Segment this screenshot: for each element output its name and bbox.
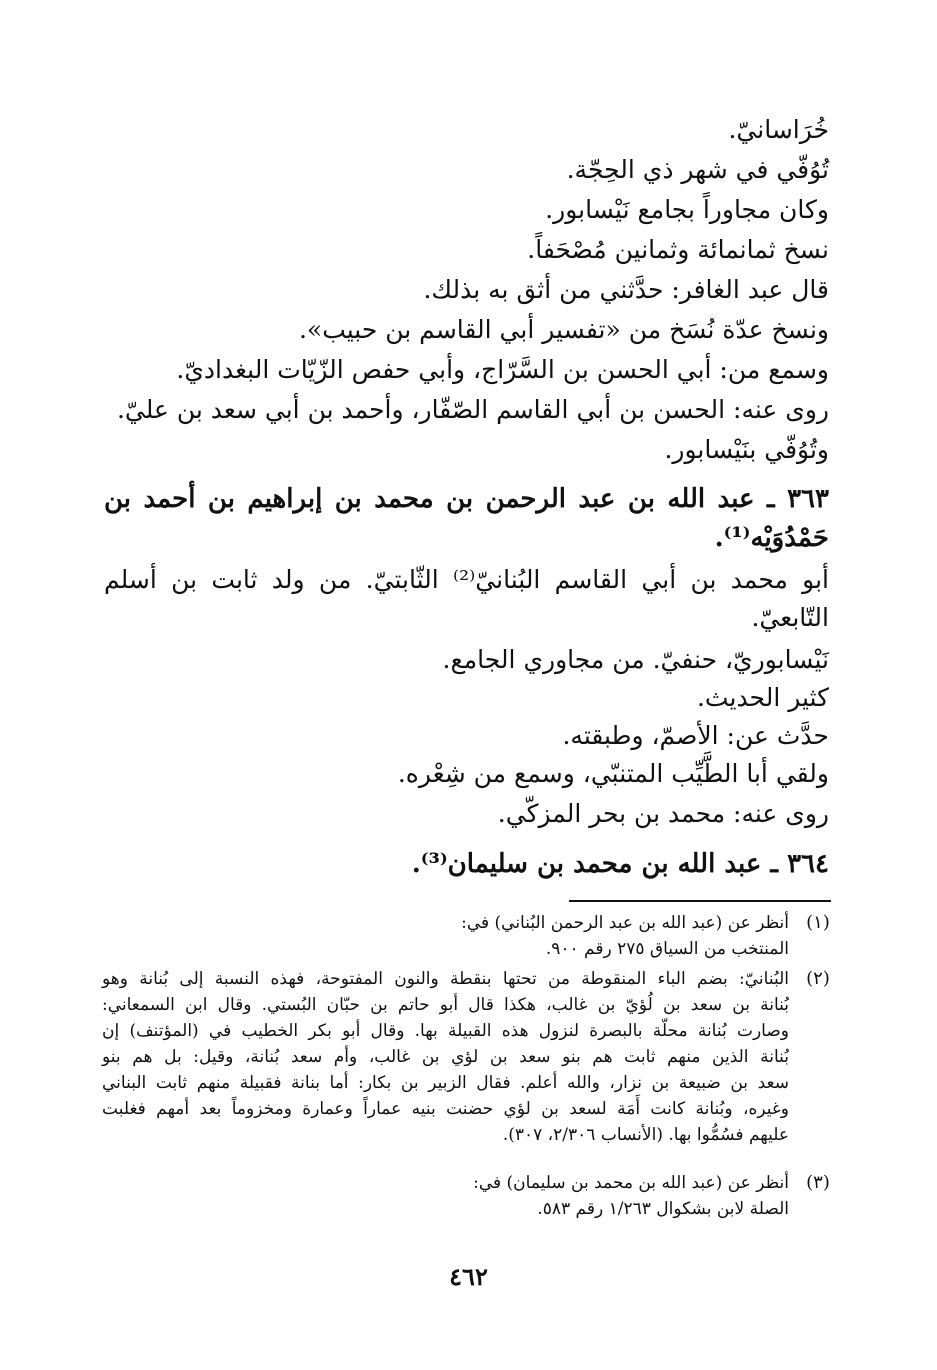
footnote-line: بُنانة بن سعد بن لُؤيّ بن غالب، هكذا قال أبو حاتم بن حبّان البُستي. وقال ابن السمعاني: [102, 995, 789, 1015]
footnote-number: (٣) [806, 1172, 830, 1193]
entry-heading: حَمْدُوَيْه⁽¹⁾. [714, 523, 829, 553]
footnote-line: البُنانيّ: بضم الباء المنقوطة من تحتها بنقطة والنون المفتوحة، فهذه النسبة إلى بُنانة وهو [102, 969, 789, 989]
footnote-number: (١) [806, 912, 830, 933]
footnote-line: وغيره، وبُنانة كانت أَمَة لسعد بن لؤي حضنت بنيه عماراً وعمارة ومخزوماً بعد أمهم فغلبت [102, 1099, 789, 1119]
body-line: كثير الحديث. [696, 683, 829, 712]
body-line: التّابعيّ. [751, 603, 829, 632]
body-line: ولقي أبا الطَّيِّب المتنبّي، وسمع من شِعْره. [397, 759, 829, 788]
footnote-rule [569, 900, 831, 902]
body-line: ونسخ عدّة نُسَخ من «تفسير أبي القاسم بن حبيب». [298, 315, 829, 344]
footnote-line: سعد بن ضبيعة بن نزار، والله أعلم. فقال الزبير بن بكار: أما بنانة فقبيلة منهم ثابت البناني [102, 1073, 789, 1093]
body-line: نَيْسابوريّ، حنفيّ. من مجاوري الجامع. [442, 645, 829, 674]
footnote-number: (٢) [806, 968, 830, 989]
body-line: وسمع من: أبي الحسن بن السَّرّاج، وأبي حفص الزّيّات البغداديّ. [176, 355, 829, 384]
entry-heading: ٣٦٣ ـ عبد الله بن عبد الرحمن بن محمد بن إبراهيم بن أحمد بن [104, 484, 829, 514]
body-line: قال عبد الغافر: حدَّثني من أثق به بذلك. [423, 275, 829, 304]
footnote-line: بُنانة الذين منهم ثابت هم بنو سعد بن لؤي بن غالب، وأم سعد بُنانة، وقيل: بل هم بنو [102, 1047, 789, 1067]
footnote-line: عليهم فسُمُّوا بها. (الأنساب ٢/٣٠٦، ٣٠٧). [502, 1125, 789, 1145]
entry-heading: ٣٦٤ ـ عبد الله بن محمد بن سليمان⁽³⁾. [411, 849, 829, 879]
body-line: روى عنه: محمد بن بحر المزكّي. [497, 799, 829, 828]
body-line: أبو محمد بن أبي القاسم البُنانيّ⁽²⁾ الثّابتيّ. من ولد ثابت بن أسلم [104, 565, 829, 594]
footnote-line: الصلة لابن بشكوال ١/٢٦٣ رقم ٥٨٣. [537, 1199, 789, 1219]
page-number: ٤٦٢ [449, 1262, 488, 1291]
body-line: وكان مجاوراً بجامع نَيْسابور. [545, 195, 829, 224]
footnote-line: أنظر عن (عبد الله بن عبد الرحمن البُناني) في: [461, 913, 789, 933]
footnote-line: المنتخب من السياق ٢٧٥ رقم ٩٠٠. [545, 939, 789, 959]
body-line: نسخ ثمانمائة وثمانين مُصْحَفاً. [527, 235, 829, 264]
body-line: وتُوُفّي بنَيْسابور. [664, 435, 829, 464]
body-line: حدَّث عن: الأصمّ، وطبقته. [562, 721, 829, 750]
body-line: خُرَاسانيّ. [728, 115, 829, 144]
footnote-line: أنظر عن (عبد الله بن محمد بن سليمان) في: [473, 1173, 789, 1193]
footnote-line: وصارت بُنانة محلّة بالبصرة لنزول هذه القبيلة بها. وقال أبو بكر الخطيب في (المؤتنف) إن [102, 1021, 789, 1041]
body-line: تُوُفّي في شهر ذي الحِجّة. [566, 155, 829, 184]
body-line: روى عنه: الحسن بن أبي القاسم الصّفّار، وأحمد بن أبي سعد بن عليّ. [116, 395, 829, 424]
